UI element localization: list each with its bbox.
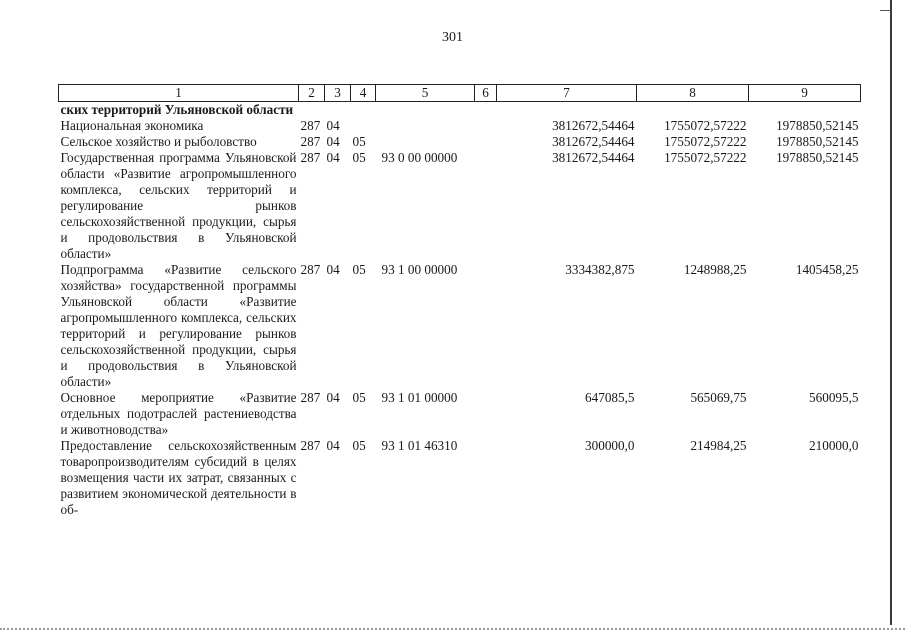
row-expense-type <box>475 134 497 150</box>
row-grbs-code: 287 <box>300 150 321 165</box>
row-amount-1: 3812672,54464 <box>552 118 635 133</box>
column-header-subsection: 4 <box>351 85 376 102</box>
row-name: Основное мероприятие «Развитие отдельных подотраслей растениеводства и животноводства» <box>60 390 297 437</box>
row-expense-type <box>475 150 497 262</box>
row-amount-2: 1755072,57222 <box>664 150 747 165</box>
row-grbs-code: 287 <box>300 134 321 149</box>
column-header-amount-1: 7 <box>497 85 637 102</box>
row-amount-2: 1755072,57222 <box>664 118 747 133</box>
table-row <box>59 102 861 119</box>
row-amount-1: 3812672,54464 <box>552 150 635 165</box>
row-subsection-code <box>351 102 376 119</box>
table-row <box>59 150 861 262</box>
table-row <box>59 134 861 150</box>
row-expense-type <box>475 102 497 119</box>
row-target-article <box>376 102 475 119</box>
row-amount-3: 210000,0 <box>809 438 859 453</box>
row-amount-2: 1248988,25 <box>683 262 747 277</box>
row-expense-type <box>475 390 497 438</box>
column-header-expense-type: 6 <box>475 85 497 102</box>
row-amount-2: 214984,25 <box>690 438 747 453</box>
row-section-code: 04 <box>326 262 340 277</box>
row-amount-1 <box>497 102 637 119</box>
row-section-code: 04 <box>326 150 340 165</box>
row-grbs-code: 287 <box>300 438 321 453</box>
table-row <box>59 390 861 438</box>
table-row <box>59 118 861 134</box>
row-name: ских территорий Ульяновской области <box>60 102 294 117</box>
row-subsection-code: 05 <box>352 262 366 277</box>
row-target-article: 93 1 01 46310 <box>381 438 458 453</box>
row-name: Государственная программа Ульяновской области «Развитие агропромышленного комплекса, сельских территорий и регулирование рынков сельскохозяйственной продукции, сырья и продовольствия в Ульяновской области» <box>60 150 297 261</box>
page-corner-mark <box>880 10 892 11</box>
row-target-article: 93 1 01 00000 <box>381 390 458 405</box>
header-row <box>59 85 861 102</box>
row-subsection-code: 05 <box>352 134 366 149</box>
row-amount-3: 560095,5 <box>809 390 859 405</box>
row-amount-1: 300000,0 <box>585 438 635 453</box>
row-amount-3: 1405458,25 <box>795 262 859 277</box>
row-expense-type <box>475 262 497 390</box>
page-edge-line <box>890 0 892 625</box>
budget-table <box>58 84 861 518</box>
row-name: Сельское хозяйство и рыболовство <box>60 134 257 149</box>
row-name: Предоставление сельскохозяйственным товаропроизводителям субсидий в целях возмещения части их затрат, связанных с развитием экономической деятельности в об- <box>60 438 297 517</box>
row-subsection-code <box>351 118 376 134</box>
scan-bottom-edge <box>0 628 905 631</box>
row-section-code: 04 <box>326 118 340 133</box>
row-subsection-code: 05 <box>352 390 366 405</box>
row-expense-type <box>475 118 497 134</box>
column-header-grbs: 2 <box>299 85 325 102</box>
column-header-section: 3 <box>325 85 351 102</box>
row-target-article <box>376 134 475 150</box>
page-number: 301 <box>442 30 463 45</box>
row-amount-2 <box>637 102 749 119</box>
row-amount-3: 1978850,52145 <box>776 134 859 149</box>
row-target-article: 93 1 00 00000 <box>381 262 458 277</box>
row-grbs-code: 287 <box>300 262 321 277</box>
row-expense-type <box>475 438 497 518</box>
column-header-amount-3: 9 <box>749 85 861 102</box>
row-amount-1: 3334382,875 <box>565 262 635 277</box>
row-amount-3: 1978850,52145 <box>776 150 859 165</box>
row-section-code: 04 <box>326 438 340 453</box>
row-amount-3: 1978850,52145 <box>776 118 859 133</box>
row-subsection-code: 05 <box>352 150 366 165</box>
column-header-name: 1 <box>59 85 299 102</box>
column-header-target-article: 5 <box>376 85 475 102</box>
row-amount-3 <box>749 102 861 119</box>
row-amount-2: 1755072,57222 <box>664 134 747 149</box>
row-grbs-code: 287 <box>300 118 321 133</box>
row-amount-1: 3812672,54464 <box>552 134 635 149</box>
row-section-code: 04 <box>326 390 340 405</box>
row-section-code: 04 <box>326 134 340 149</box>
row-subsection-code: 05 <box>352 438 366 453</box>
column-header-amount-2: 8 <box>637 85 749 102</box>
row-amount-2: 565069,75 <box>690 390 747 405</box>
row-section-code <box>325 102 351 119</box>
row-target-article <box>376 118 475 134</box>
row-grbs-code: 287 <box>300 390 321 405</box>
row-name: Национальная экономика <box>60 118 204 133</box>
row-grbs-code <box>299 102 325 119</box>
row-amount-1: 647085,5 <box>585 390 635 405</box>
row-target-article: 93 0 00 00000 <box>381 150 458 165</box>
row-name: Подпрограмма «Развитие сельского хозяйства» государственной программы Ульяновской области «Развитие агропромышленного комплекса, сельских территорий и регулирование рынков сельскохозяйственной продукции, сырья и продовольствия в Ульяновской области» <box>60 262 297 389</box>
table-row <box>59 262 861 390</box>
table-row <box>59 438 861 518</box>
